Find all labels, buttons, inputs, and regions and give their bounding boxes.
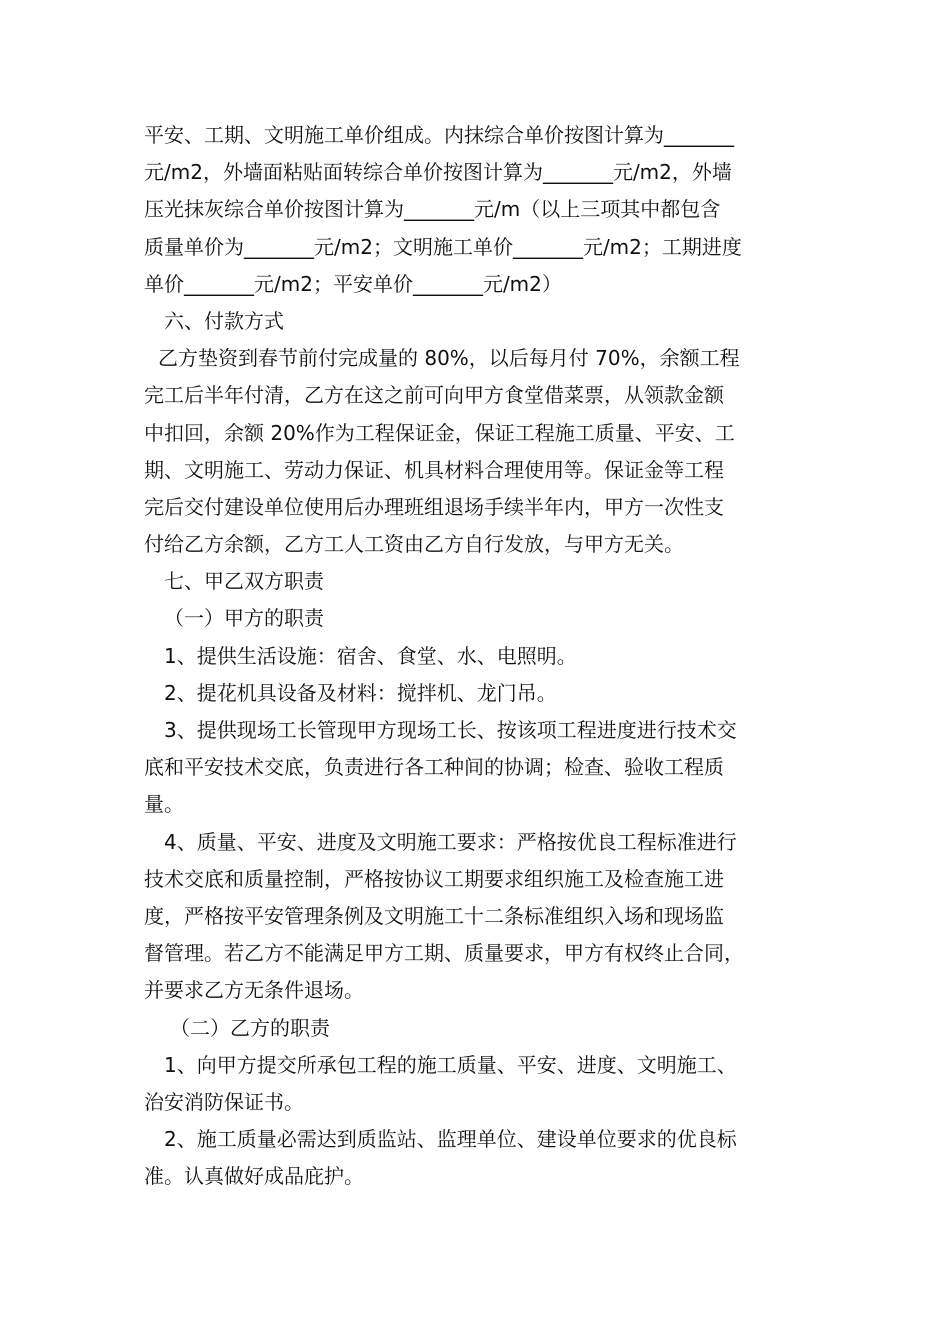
- paragraph-line: 质量单价为_______元/m2；文明施工单价_______元/m2；工期进度: [144, 234, 742, 259]
- party-b-item-1: [144, 1047, 820, 1121]
- paragraph-line: 付给乙方余额，乙方工人工资由乙方自行发放，与甲方无关。: [144, 532, 684, 557]
- paragraph-line: 底和平安技术交底，负责进行各工种间的协调；检查、验收工程质: [144, 755, 724, 780]
- party-b-heading: （二）乙方的职责: [170, 1015, 330, 1040]
- section6-paragraph: [144, 340, 820, 563]
- section7-heading: 七、甲乙双方职责: [164, 569, 324, 594]
- paragraph-line: 元/m2，外墙面粘贴面转综合单价按图计算为_______元/m2，外墙: [144, 160, 732, 185]
- paragraph-line: 3、提供现场工长管现甲方现场工长、按该项工程进度进行技术交: [164, 718, 737, 742]
- paragraph-line: 期、文明施工、劳动力保证、机具材料合理使用等。保证金等工程: [144, 457, 724, 482]
- section5-paragraph: [144, 117, 820, 303]
- paragraph-line: 度，严格按平安管理条例及文明施工十二条标准组织入场和现场监: [144, 903, 724, 928]
- party-a-item-4: [144, 824, 820, 1010]
- paragraph-line: 完后交付建设单位使用后办理班组退场手续半年内，甲方一次性支: [144, 494, 724, 519]
- document-page: [144, 117, 820, 1195]
- paragraph-line: 完工后半年付清，乙方在这之前可向甲方食堂借菜票，从领款金额: [144, 383, 724, 408]
- paragraph-line: 1、向甲方提交所承包工程的施工质量、平安、进度、文明施工、: [164, 1052, 737, 1077]
- paragraph-line: 单价_______元/m2；平安单价_______元/m2）: [144, 271, 562, 296]
- paragraph-line: 准。认真做好成品庇护。: [144, 1164, 364, 1189]
- paragraph-line: 平安、工期、文明施工单价组成。内抹综合单价按图计算为_______: [144, 123, 734, 147]
- party-a-item-1: 1、提供生活设施：宿舍、食堂、水、电照明。: [164, 643, 577, 668]
- party-a-item-3: [144, 712, 820, 824]
- paragraph-line: 督管理。若乙方不能满足甲方工期、质量要求，甲方有权终止合同，: [144, 941, 744, 966]
- section6-heading: 六、付款方式: [164, 308, 284, 333]
- party-b-item-2: [144, 1121, 820, 1195]
- paragraph-line: 治安消防保证书。: [144, 1089, 304, 1114]
- paragraph-line: 量。: [144, 792, 184, 817]
- paragraph-line: 技术交底和质量控制，严格按协议工期要求组织施工及检查施工进: [144, 866, 724, 891]
- paragraph-line: 压光抹灰综合单价按图计算为_______元/m（以上三项其中都包含: [144, 197, 721, 222]
- party-a-heading: （一）甲方的职责: [164, 606, 324, 631]
- paragraph-line: 4、质量、平安、进度及文明施工要求：严格按优良工程标准进行: [164, 829, 737, 854]
- party-a-item-2: 2、提花机具设备及材料：搅拌机、龙门吊。: [164, 680, 557, 705]
- paragraph-line: 乙方垫资到春节前付完成量的 80%，以后每月付 70%，余额工程: [158, 346, 740, 371]
- paragraph-line: 2、施工质量必需达到质监站、监理单位、建设单位要求的优良标: [164, 1127, 737, 1152]
- paragraph-line: 中扣回，余额 20%作为工程保证金，保证工程施工质量、平安、工: [144, 420, 735, 445]
- paragraph-line: 并要求乙方无条件退场。: [144, 978, 364, 1003]
